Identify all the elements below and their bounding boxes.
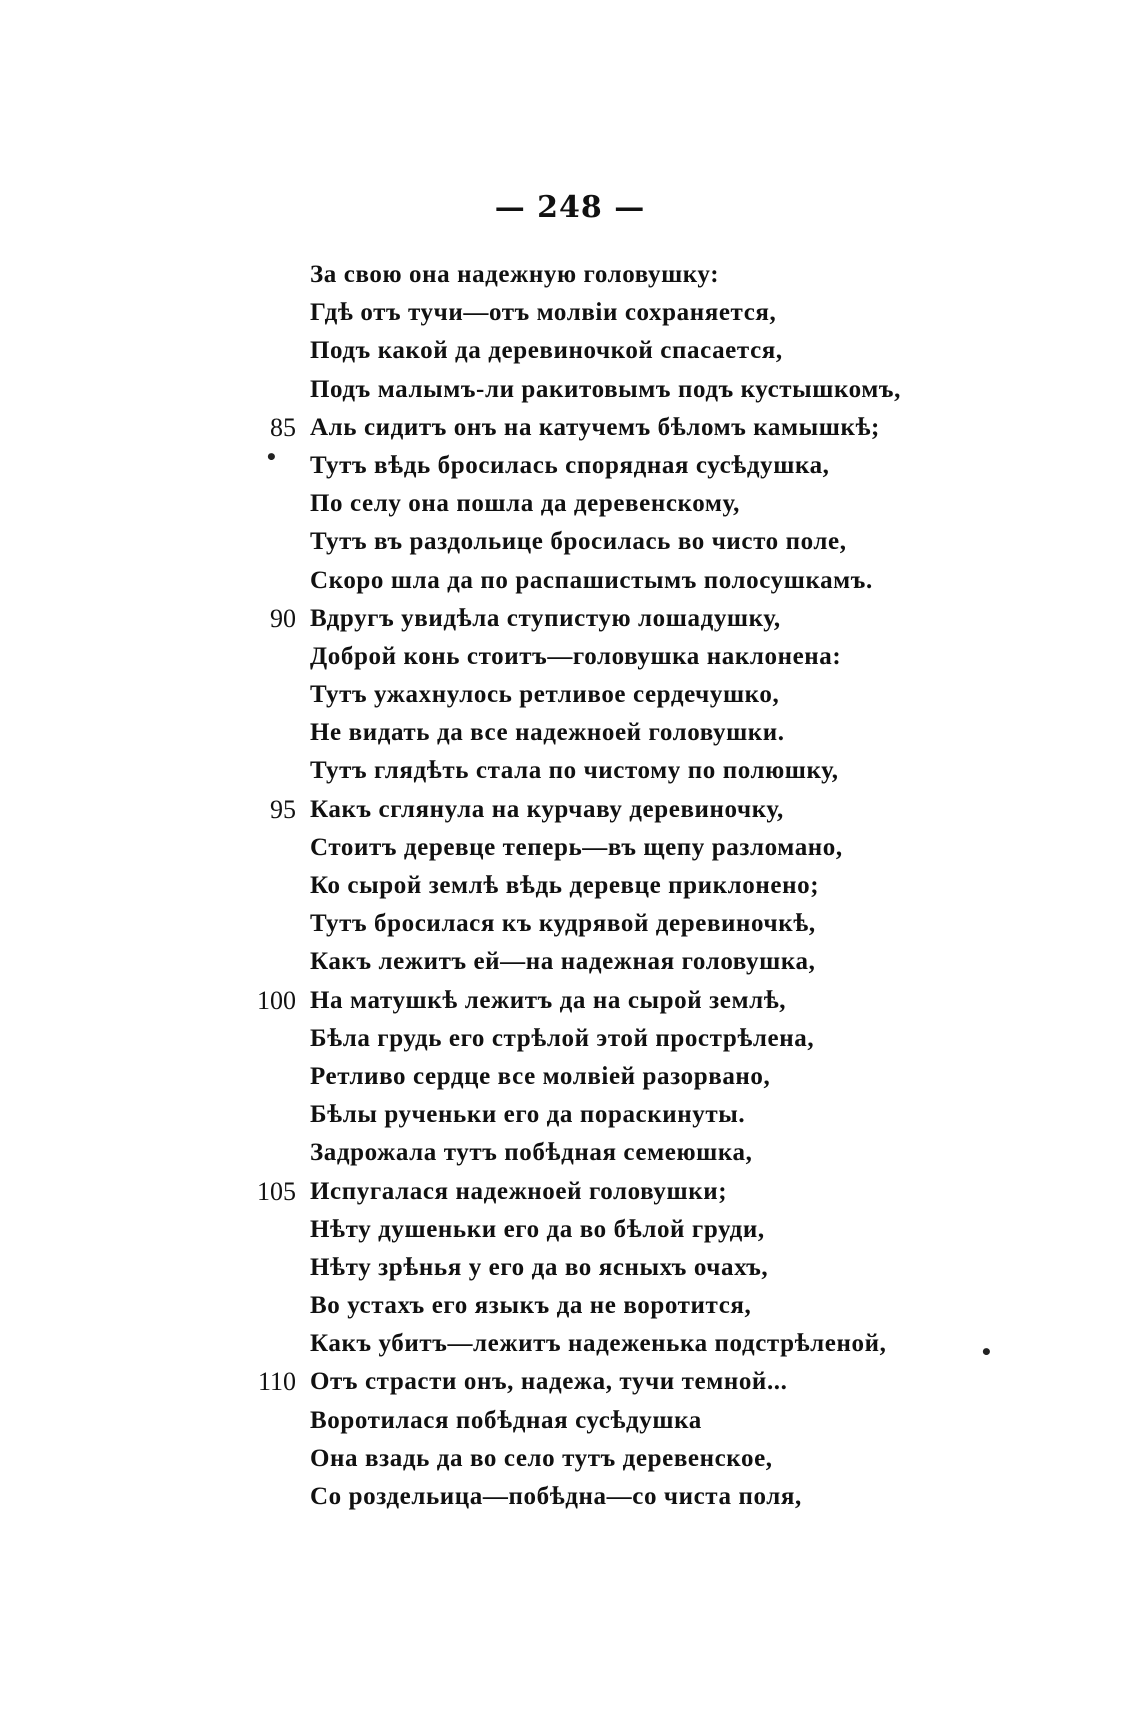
poem-line: [0, 752, 1140, 790]
line-text: Какъ убитъ—лежитъ надеженька подстрѣленой,: [310, 1330, 887, 1358]
poem-line: [0, 791, 1140, 829]
line-text: Тутъ вѣдь бросилась спорядная сусѣдушка,: [310, 451, 830, 479]
line-number: 105: [257, 1176, 296, 1206]
line-text: Доброй конь стоитъ—головушка наклонена:: [310, 642, 842, 670]
line-text: Воротилася побѣдная сусѣдушка: [310, 1406, 702, 1434]
poem-line: [0, 1096, 1140, 1134]
line-number: 100: [257, 985, 296, 1015]
poem-line: [0, 676, 1140, 714]
poem-line: [0, 332, 1140, 370]
line-text: Она взадь да во село тутъ деревенское,: [310, 1444, 773, 1472]
poem-line: [0, 829, 1140, 867]
poem-line: [0, 1325, 1140, 1363]
line-number: 110: [257, 1367, 296, 1397]
line-text: На матушкѣ лежитъ да на сырой землѣ,: [310, 986, 787, 1014]
poem-body: [0, 256, 1140, 1516]
line-text: Гдѣ отъ тучи—отъ молвіи сохраняется,: [310, 299, 777, 327]
poem-line: [0, 1134, 1140, 1172]
poem-line: [0, 447, 1140, 485]
line-text: Нѣту душеньки его да во бѣлой груди,: [310, 1215, 765, 1243]
poem-line: [0, 294, 1140, 332]
margin-dot: •: [265, 445, 278, 469]
line-text: Тутъ ужахнулось ретливое сердечушко,: [310, 681, 780, 709]
poem-line: [0, 867, 1140, 905]
poem-line: [0, 600, 1140, 638]
poem-line: [0, 1058, 1140, 1096]
line-text: Какъ лежитъ ей—на надежная головушка,: [310, 948, 816, 976]
poem-line: [0, 1440, 1140, 1478]
line-text: Подъ какой да деревиночкой спасается,: [310, 337, 783, 365]
page-number: — 248 —: [494, 190, 646, 225]
line-text: Бѣла грудь его стрѣлой этой прострѣлена,: [310, 1024, 815, 1052]
line-number: 95: [270, 794, 296, 824]
poem-line: [0, 256, 1140, 294]
line-text: Тутъ въ раздольице бросилась во чисто поле,: [310, 528, 847, 556]
poem-line: [0, 1249, 1140, 1287]
poem-line: [0, 371, 1140, 409]
poem-line: [0, 714, 1140, 752]
line-text: Ко сырой землѣ вѣдь деревце приклонено;: [310, 872, 820, 899]
line-number: 90: [270, 603, 296, 633]
poem-line: [0, 1211, 1140, 1249]
line-text: Бѣлы рученьки его да пораскинуты.: [310, 1101, 746, 1129]
poem-line: [0, 943, 1140, 981]
line-text: Ретливо сердце все молвіей разорвано,: [310, 1062, 771, 1090]
margin-dot: •: [980, 1340, 993, 1364]
poem-line: [0, 982, 1140, 1020]
poem-line: [0, 485, 1140, 523]
line-text: Тутъ бросилася къ кудрявой деревиночкѣ,: [310, 910, 816, 938]
line-text: Не видать да все надежноей головушки.: [310, 719, 785, 747]
line-text: Подъ малымъ-ли ракитовымъ подъ кустышкомъ,: [310, 375, 901, 403]
line-text: Испугалася надежноей головушки;: [310, 1177, 728, 1205]
line-text: За свою она надежную головушку:: [310, 261, 720, 288]
line-text: Нѣту зрѣнья у его да во ясныхъ очахъ,: [310, 1253, 769, 1281]
poem-line: [0, 1402, 1140, 1440]
poem-line: [0, 1020, 1140, 1058]
line-text: Во устахъ его языкъ да не воротится,: [310, 1292, 752, 1320]
line-text: Аль сидитъ онъ на катучемъ бѣломъ камышкѣ;: [310, 413, 880, 441]
poem-line: [0, 1478, 1140, 1516]
line-text: Вдругъ увидѣла ступистую лошадушку,: [310, 604, 781, 632]
line-text: Отъ страсти онъ, надежа, тучи темной...: [310, 1368, 788, 1396]
poem-line: [0, 1363, 1140, 1401]
poem-line: [0, 905, 1140, 943]
line-text: Скоро шла да по распашистымъ полосушкамъ.: [310, 566, 873, 594]
line-number: 85: [270, 412, 296, 442]
poem-line: [0, 409, 1140, 447]
line-text: Стоитъ деревце теперь—въ щепу разломано,: [310, 833, 843, 861]
poem-line: [0, 1173, 1140, 1211]
poem-line: [0, 523, 1140, 561]
poem-line: [0, 638, 1140, 676]
line-text: Со роздельица—побѣдна—со чиста поля,: [310, 1483, 802, 1510]
line-text: По селу она пошла да деревенскому,: [310, 490, 740, 518]
poem-line: [0, 1287, 1140, 1325]
line-text: Тутъ глядѣть стала по чистому по полюшку,: [310, 757, 839, 785]
poem-line: [0, 562, 1140, 600]
line-text: Задрожала тутъ побѣдная семеюшка,: [310, 1139, 753, 1167]
line-text: Какъ сглянула на курчаву деревиночку,: [310, 795, 784, 823]
